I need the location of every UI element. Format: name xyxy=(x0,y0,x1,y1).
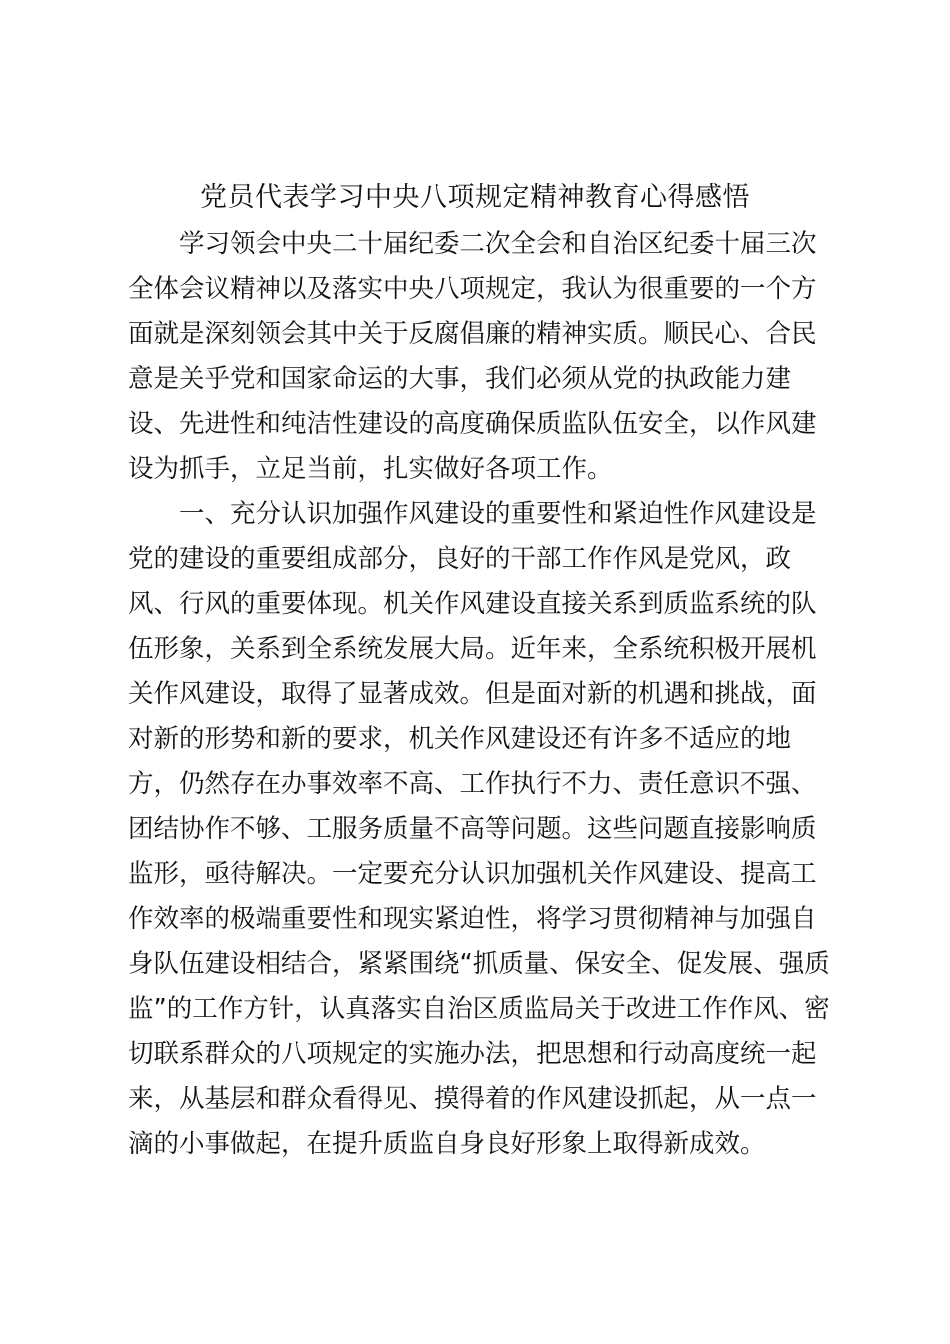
paragraph-line: 关作风建设，取得了显著成效。但是面对新的机遇和挑战，面 xyxy=(128,679,817,709)
paragraph-line: 一、充分认识加强作风建设的重要性和紧迫性作风建设是 xyxy=(179,499,817,529)
paragraph-line: 设为抓手，立足当前，扎实做好各项工作。 xyxy=(128,454,613,484)
paragraph-intro xyxy=(128,222,820,492)
paragraph-line: 风、行风的重要体现。机关作风建设直接关系到质监系统的队 xyxy=(128,589,817,619)
paragraph-line: 方，仍然存在办事效率不高、工作执行不力、责任意识不强、 xyxy=(128,769,817,799)
paragraph-line: 伍形象，关系到全系统发展大局。近年来，全系统积极开展机 xyxy=(128,634,817,664)
paragraph-line: 来，从基层和群众看得见、摸得着的作风建设抓起，从一点一 xyxy=(128,1084,817,1114)
paragraph-line: 设、先进性和纯洁性建设的高度确保质监队伍安全，以作风建 xyxy=(128,409,817,439)
paragraph-line: 全体会议精神以及落实中央八项规定，我认为很重要的一个方 xyxy=(128,274,817,304)
paragraph-line: 作效率的极端重要性和现实紧迫性，将学习贯彻精神与加强自 xyxy=(128,904,817,934)
paragraph-line: 监形，亟待解决。一定要充分认识加强机关作风建设、提高工 xyxy=(128,859,817,889)
paragraph-line: 对新的形势和新的要求，机关作风建设还有许多不适应的地 xyxy=(128,724,792,754)
document-title: 党员代表学习中央八项规定精神教育心得感悟 xyxy=(200,182,750,213)
paragraph-line: 滴的小事做起，在提升质监自身良好形象上取得新成效。 xyxy=(128,1129,766,1159)
paragraph-line: 身队伍建设相结合，紧紧围绕“抓质量、保安全、促发展、强质 xyxy=(128,949,830,979)
paragraph-line: 面就是深刻领会其中关于反腐倡廉的精神实质。顺民心、合民 xyxy=(128,319,817,349)
paragraph-line: 监”的工作方针，认真落实自治区质监局关于改进工作作风、密 xyxy=(128,994,830,1024)
paragraph-line: 团结协作不够、工服务质量不高等问题。这些问题直接影响质 xyxy=(128,814,817,844)
paragraph-section-one xyxy=(128,492,830,1167)
paragraph-line: 切联系群众的八项规定的实施办法，把思想和行动高度统一起 xyxy=(128,1039,817,1069)
paragraph-line: 党的建设的重要组成部分，良好的干部工作作风是党风，政 xyxy=(128,544,792,574)
paragraph-line: 意是关乎党和国家命运的大事，我们必须从党的执政能力建 xyxy=(128,364,792,394)
paragraph-line: 学习领会中央二十届纪委二次全会和自治区纪委十届三次 xyxy=(179,229,817,259)
